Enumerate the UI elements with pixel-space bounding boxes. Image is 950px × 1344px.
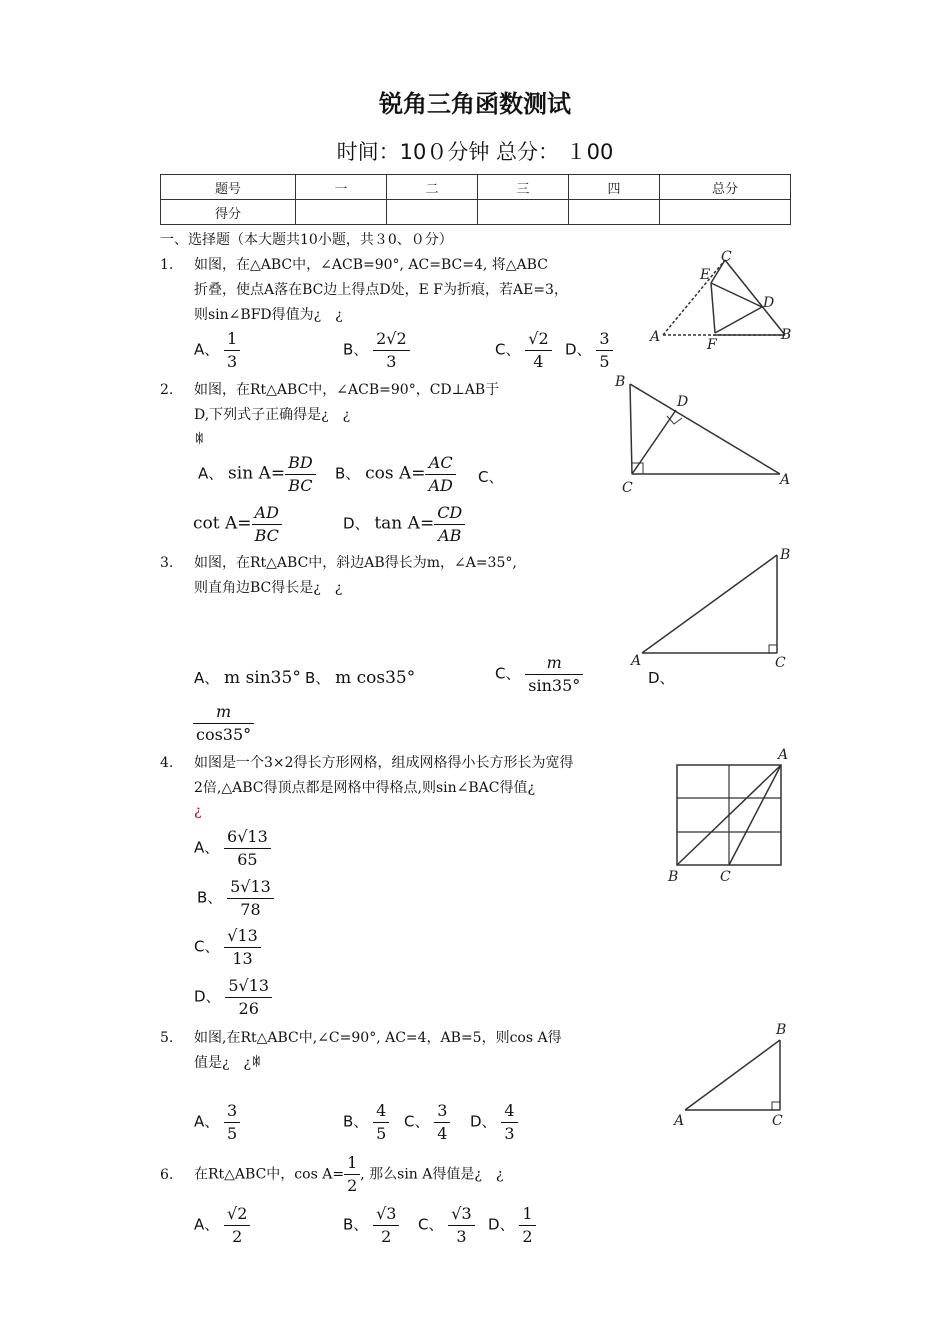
fraction bbox=[425, 452, 455, 497]
score-cell-blank bbox=[478, 200, 569, 225]
fraction bbox=[224, 1100, 240, 1145]
option-text: m sin35° bbox=[224, 668, 301, 688]
fraction-denominator: 2 bbox=[347, 1176, 358, 1195]
fraction-denominator: BC bbox=[254, 526, 279, 545]
fraction-denominator: 3 bbox=[504, 1124, 515, 1143]
fraction-denominator: 5 bbox=[376, 1124, 387, 1143]
score-table-header-row bbox=[161, 175, 791, 200]
figure-label: B bbox=[668, 869, 679, 885]
fraction bbox=[434, 1100, 450, 1145]
option-c-label: C、 bbox=[478, 468, 504, 486]
fraction bbox=[193, 701, 254, 746]
fraction-numerator: 2√2 bbox=[373, 328, 410, 351]
question-text: ꇾ bbox=[194, 432, 205, 448]
fraction-numerator: 1 bbox=[224, 328, 240, 351]
option-c[interactable] bbox=[194, 925, 261, 970]
fraction-denominator: 65 bbox=[237, 850, 258, 869]
figure-label: C bbox=[772, 1113, 783, 1129]
fraction bbox=[224, 1203, 250, 1248]
option-b[interactable] bbox=[197, 876, 274, 921]
question-text: 如图，在△ABC中，∠ACB=90°, AC=BC=4, 将△ABC bbox=[194, 257, 548, 273]
score-table-cell: 题号 bbox=[161, 175, 296, 200]
option-label: A、 bbox=[194, 838, 220, 857]
question-number: 5. bbox=[160, 1030, 174, 1046]
option-label: C、 bbox=[495, 340, 521, 359]
q1-folded-triangle-figure bbox=[645, 245, 800, 355]
fraction-numerator: 1 bbox=[344, 1152, 360, 1175]
question-number: 3. bbox=[160, 555, 174, 571]
fraction bbox=[525, 328, 551, 373]
option-b[interactable] bbox=[343, 1203, 399, 1248]
fraction-numerator: 5√13 bbox=[225, 975, 272, 998]
fraction bbox=[596, 328, 612, 373]
fraction bbox=[373, 1100, 389, 1145]
fraction-numerator: √3 bbox=[448, 1203, 474, 1226]
figure-label: E bbox=[700, 267, 711, 283]
score-table-cell: 一 bbox=[296, 175, 387, 200]
fraction-denominator: 3 bbox=[227, 352, 238, 371]
option-label: D、 bbox=[194, 987, 221, 1006]
fraction-denominator: sin35° bbox=[528, 676, 581, 695]
option-label: A、 bbox=[194, 1215, 220, 1234]
option-d[interactable] bbox=[488, 1203, 536, 1248]
fraction-numerator: 1 bbox=[519, 1203, 535, 1226]
option-lhs: cos A= bbox=[365, 463, 426, 484]
fraction-numerator: m bbox=[525, 652, 583, 675]
fraction-numerator: 5√13 bbox=[227, 876, 274, 899]
fraction-denominator: 2 bbox=[522, 1227, 533, 1246]
fraction-numerator: √2 bbox=[224, 1203, 250, 1226]
fraction-denominator: AB bbox=[438, 526, 462, 545]
fraction bbox=[344, 1152, 360, 1197]
q2-right-triangle-altitude-figure bbox=[610, 372, 800, 497]
fraction-numerator: 4 bbox=[501, 1100, 517, 1123]
fraction-denominator: 13 bbox=[232, 949, 253, 968]
figure-label: C bbox=[622, 480, 633, 496]
option-label: A、 bbox=[194, 1112, 220, 1131]
fraction-numerator: √3 bbox=[373, 1203, 399, 1226]
score-table-cell: 三 bbox=[478, 175, 569, 200]
exam-time-score: 时间：10０分钟 总分： １00 bbox=[336, 140, 614, 164]
page-title: 锐角三角函数测试 bbox=[379, 89, 571, 118]
figure-label: C bbox=[721, 249, 732, 265]
score-table-cell: 总分 bbox=[660, 175, 791, 200]
fraction bbox=[525, 652, 583, 697]
fraction-numerator: BD bbox=[285, 452, 316, 475]
fraction bbox=[519, 1203, 535, 1248]
fraction-numerator: 3 bbox=[596, 328, 612, 351]
option-label: A、 bbox=[198, 464, 224, 483]
option-d[interactable] bbox=[193, 701, 254, 746]
option-b[interactable] bbox=[335, 452, 456, 497]
figure-label: D bbox=[677, 394, 689, 410]
option-d[interactable] bbox=[565, 328, 613, 373]
figure-label: A bbox=[650, 329, 661, 345]
fraction bbox=[252, 502, 282, 547]
option-a[interactable] bbox=[194, 1100, 240, 1145]
option-lhs: tan A= bbox=[374, 513, 435, 534]
option-label: B、 bbox=[335, 464, 361, 483]
figure-label: A bbox=[780, 472, 791, 488]
figure-label: B bbox=[776, 1022, 787, 1038]
question-text-part: 在Rt△ABC中，cos A= bbox=[194, 1166, 345, 1183]
score-cell-blank bbox=[296, 200, 387, 225]
q4-grid-triangle-figure bbox=[660, 745, 800, 885]
option-d[interactable] bbox=[470, 1100, 518, 1145]
fraction-denominator: 4 bbox=[437, 1124, 448, 1143]
question-text: 2倍,△ABC得顶点都是网格中得格点,则sin∠BAC得值¿ bbox=[194, 780, 535, 796]
question-text: 如图,在Rt△ABC中,∠C=90°, AC=4，AB=5，则cos A得 bbox=[194, 1030, 562, 1046]
question-text-part: , 那么sin A得值是¿ ¿ bbox=[360, 1166, 504, 1183]
option-a[interactable] bbox=[194, 826, 271, 871]
fraction-numerator: CD bbox=[434, 502, 465, 525]
question-text: 如图，在Rt△ABC中，∠ACB=90°，CD⊥AB于 bbox=[194, 382, 500, 398]
score-cell-blank bbox=[387, 200, 478, 225]
fraction-denominator: cos35° bbox=[196, 725, 252, 744]
option-d-label: D、 bbox=[648, 669, 675, 687]
fraction bbox=[224, 826, 271, 871]
question-text: 则sin∠BFD得值为¿ ¿ bbox=[194, 307, 343, 323]
fraction bbox=[448, 1203, 474, 1248]
option-label: D、 bbox=[565, 340, 592, 359]
figure-label: A bbox=[631, 653, 642, 669]
option-label: B、 bbox=[343, 1112, 369, 1131]
section-heading: 一、选择题（本大题共10小题，共３0、０分） bbox=[160, 232, 453, 248]
score-table bbox=[160, 174, 791, 225]
option-label: C、 bbox=[404, 1112, 430, 1131]
option-d[interactable] bbox=[194, 975, 272, 1020]
question-text: 如图，在Rt△ABC中，斜边AB得长为m，∠A=35°, bbox=[194, 555, 517, 571]
question-text: 折叠，使点A落在BC边上得点D处，E F为折痕，若AE=3， bbox=[194, 282, 568, 298]
score-cell-blank bbox=[569, 200, 660, 225]
figure-label: A bbox=[674, 1113, 685, 1129]
fraction bbox=[224, 925, 261, 970]
option-a[interactable] bbox=[198, 452, 316, 497]
question-text: 值是¿ ¿ꇾ bbox=[194, 1055, 262, 1071]
q3-right-triangle-figure bbox=[625, 545, 800, 670]
option-lhs: sin A= bbox=[228, 463, 286, 484]
option-text: m cos35° bbox=[335, 668, 416, 688]
option-b[interactable] bbox=[343, 328, 410, 373]
fraction-denominator: 4 bbox=[533, 352, 544, 371]
fraction-denominator: 3 bbox=[386, 352, 397, 371]
fraction-numerator: m bbox=[193, 701, 254, 724]
question-text: ¿ bbox=[194, 803, 202, 819]
option-c[interactable] bbox=[495, 652, 583, 697]
option-label: B、 bbox=[343, 1215, 369, 1234]
option-c[interactable] bbox=[418, 1203, 475, 1248]
option-label: B、 bbox=[305, 669, 331, 687]
fraction bbox=[501, 1100, 517, 1145]
fraction-denominator: 2 bbox=[232, 1227, 243, 1246]
question-number: 2. bbox=[160, 382, 174, 398]
question-text bbox=[194, 1152, 503, 1197]
score-table-cell: 得分 bbox=[161, 200, 296, 225]
fraction-denominator: 5 bbox=[599, 352, 610, 371]
score-table-cell: 四 bbox=[569, 175, 660, 200]
fraction-denominator: 3 bbox=[456, 1227, 467, 1246]
option-c[interactable] bbox=[495, 328, 552, 373]
figure-label: C bbox=[775, 655, 786, 670]
fraction-numerator: √2 bbox=[525, 328, 551, 351]
option-lhs: cot A= bbox=[193, 513, 252, 534]
fraction bbox=[285, 452, 316, 497]
fraction bbox=[225, 975, 272, 1020]
option-label: B、 bbox=[197, 888, 223, 907]
figure-label: A bbox=[778, 747, 789, 763]
fraction-denominator: 78 bbox=[240, 900, 261, 919]
fraction-numerator: 6√13 bbox=[224, 826, 271, 849]
option-label: C、 bbox=[194, 937, 220, 956]
fraction bbox=[224, 328, 240, 373]
option-label: A、 bbox=[194, 669, 220, 687]
option-b[interactable] bbox=[305, 667, 415, 688]
fraction-numerator: 4 bbox=[373, 1100, 389, 1123]
fraction-denominator: BC bbox=[288, 476, 313, 495]
fraction-denominator: AD bbox=[428, 476, 453, 495]
figure-label: F bbox=[707, 337, 717, 353]
question-text: 则直角边BC得长是¿ ¿ bbox=[194, 580, 343, 596]
fraction-denominator: 2 bbox=[381, 1227, 392, 1246]
option-label: D、 bbox=[470, 1112, 497, 1131]
score-cell-blank bbox=[660, 200, 791, 225]
q5-right-triangle-figure bbox=[668, 1018, 800, 1133]
score-table-score-row bbox=[161, 200, 791, 225]
fraction-numerator: AD bbox=[252, 502, 282, 525]
question-number: 6. bbox=[160, 1167, 174, 1183]
question-text: 如图是一个3×2得长方形网格，组成网格得小长方形长为宽得 bbox=[194, 755, 574, 771]
figure-label: B bbox=[781, 327, 792, 343]
question-text: D,下列式子正确得是¿ ¿ bbox=[194, 407, 351, 423]
option-d[interactable] bbox=[343, 502, 465, 547]
fraction bbox=[373, 328, 410, 373]
figure-label: C bbox=[720, 869, 731, 885]
option-label: A、 bbox=[194, 340, 220, 359]
figure-label: D bbox=[763, 295, 775, 311]
question-number: 1. bbox=[160, 257, 174, 273]
fraction-numerator: 3 bbox=[434, 1100, 450, 1123]
fraction bbox=[227, 876, 274, 921]
option-c[interactable] bbox=[404, 1100, 450, 1145]
fraction-denominator: 5 bbox=[227, 1124, 238, 1143]
option-label: C、 bbox=[418, 1215, 444, 1234]
fraction-denominator: 26 bbox=[238, 999, 259, 1018]
option-a[interactable] bbox=[194, 1203, 250, 1248]
option-label: B、 bbox=[343, 340, 369, 359]
option-a[interactable] bbox=[194, 667, 301, 688]
figure-label: B bbox=[615, 374, 626, 390]
option-b[interactable] bbox=[343, 1100, 389, 1145]
fraction-numerator: 3 bbox=[224, 1100, 240, 1123]
figure-label: B bbox=[780, 547, 791, 563]
score-table-cell: 二 bbox=[387, 175, 478, 200]
option-c[interactable] bbox=[193, 502, 282, 547]
option-a[interactable] bbox=[194, 328, 240, 373]
fraction-numerator: AC bbox=[425, 452, 455, 475]
fraction bbox=[434, 502, 465, 547]
question-number: 4. bbox=[160, 755, 174, 771]
option-label: D、 bbox=[488, 1215, 515, 1234]
option-label: D、 bbox=[343, 514, 370, 533]
fraction-numerator: √13 bbox=[224, 925, 261, 948]
option-label: C、 bbox=[495, 664, 521, 683]
fraction bbox=[373, 1203, 399, 1248]
